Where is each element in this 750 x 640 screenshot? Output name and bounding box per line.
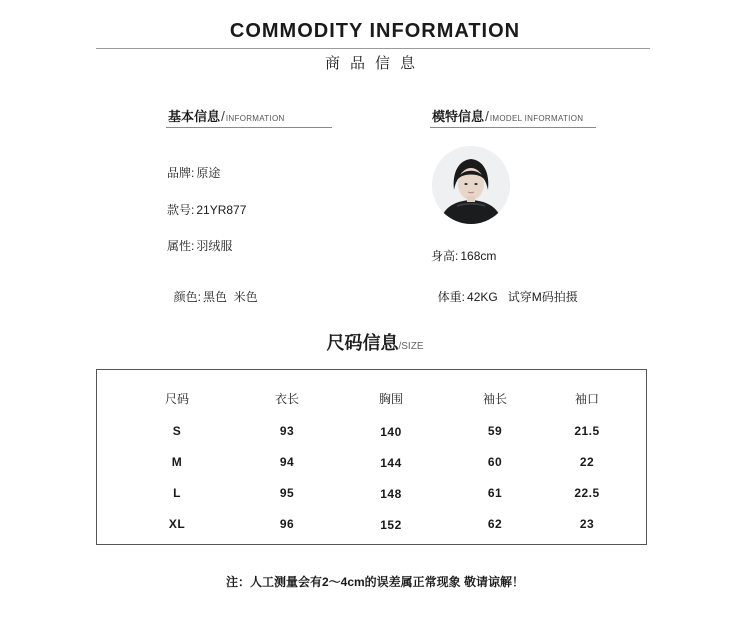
length-col-header: 衣长	[274, 392, 299, 406]
brand-label: 品牌:	[167, 166, 195, 180]
table-cell: 95	[279, 486, 295, 500]
model-height-row	[431, 247, 496, 264]
basic-info-heading-cn: 基本信息	[168, 109, 221, 124]
table-cell: 94	[279, 455, 295, 469]
model-info-heading-en: IMODEL INFORMATION	[489, 114, 584, 123]
basic-info-heading	[168, 106, 285, 126]
table-cell: 22.5	[574, 486, 600, 500]
basic-info-heading-en: INFORMATION	[225, 114, 285, 123]
table-cell: 148	[380, 487, 402, 501]
size-heading-en: /SIZE	[398, 341, 424, 352]
model-weight-value: 42KG 试穿M码拍摄	[467, 290, 578, 304]
table-cell: XL	[168, 517, 186, 531]
chest-col-header: 胸围	[378, 392, 403, 406]
sleeve-col-header: 袖长	[482, 392, 507, 406]
table-cell: 62	[487, 517, 503, 531]
basic-info-underline	[166, 127, 332, 128]
color-label: 颜色:	[173, 290, 202, 304]
attribute-row	[167, 237, 232, 254]
model-weight-row	[431, 274, 578, 305]
table-cell: S	[172, 424, 182, 438]
color-value: 黑色 米色	[203, 290, 258, 304]
table-cell: 61	[487, 486, 503, 500]
table-cell: 93	[279, 424, 295, 438]
size-col-header: 尺码	[164, 392, 189, 406]
table-cell: 22	[579, 455, 595, 469]
heading-slash: /	[221, 108, 225, 124]
model-weight-label: 体重:	[437, 290, 466, 304]
attribute-label: 属性:	[167, 239, 195, 253]
brand-value: 原途	[196, 166, 221, 180]
style-number-row	[167, 201, 246, 218]
heading-slash: /	[485, 108, 489, 124]
attribute-value: 羽绒服	[196, 239, 233, 253]
style-number-value: 21YR877	[196, 203, 247, 217]
table-cell: M	[171, 455, 183, 469]
table-cell: 140	[380, 425, 402, 439]
table-cell: 144	[380, 456, 402, 470]
brand-row	[167, 164, 220, 181]
color-row	[167, 274, 258, 305]
table-cell: 23	[579, 517, 595, 531]
table-cell: 21.5	[574, 424, 600, 438]
size-table	[96, 369, 647, 545]
measurement-note: 注：人工测量会有2～4cm的误差属正常现象 敬请谅解！	[225, 575, 525, 589]
model-portrait-icon	[432, 146, 510, 224]
page-title-en: COMMODITY INFORMATION	[229, 20, 521, 42]
table-cell: 60	[487, 455, 503, 469]
size-heading	[0, 329, 750, 355]
table-cell: 59	[487, 424, 503, 438]
page-title-cn: 商品信息	[324, 55, 425, 72]
title-divider	[96, 48, 650, 49]
model-info-heading	[432, 106, 583, 126]
table-cell: L	[173, 486, 181, 500]
table-cell: 152	[380, 518, 402, 532]
size-heading-cn: 尺码信息	[326, 333, 399, 353]
model-height-value: 168cm	[460, 249, 497, 263]
table-cell: 96	[279, 517, 295, 531]
model-avatar	[432, 146, 510, 224]
model-info-heading-cn: 模特信息	[432, 109, 485, 124]
model-height-label: 身高:	[431, 249, 459, 263]
model-info-underline	[430, 127, 596, 128]
style-number-label: 款号:	[167, 203, 195, 217]
cuff-col-header: 袖口	[574, 392, 599, 406]
